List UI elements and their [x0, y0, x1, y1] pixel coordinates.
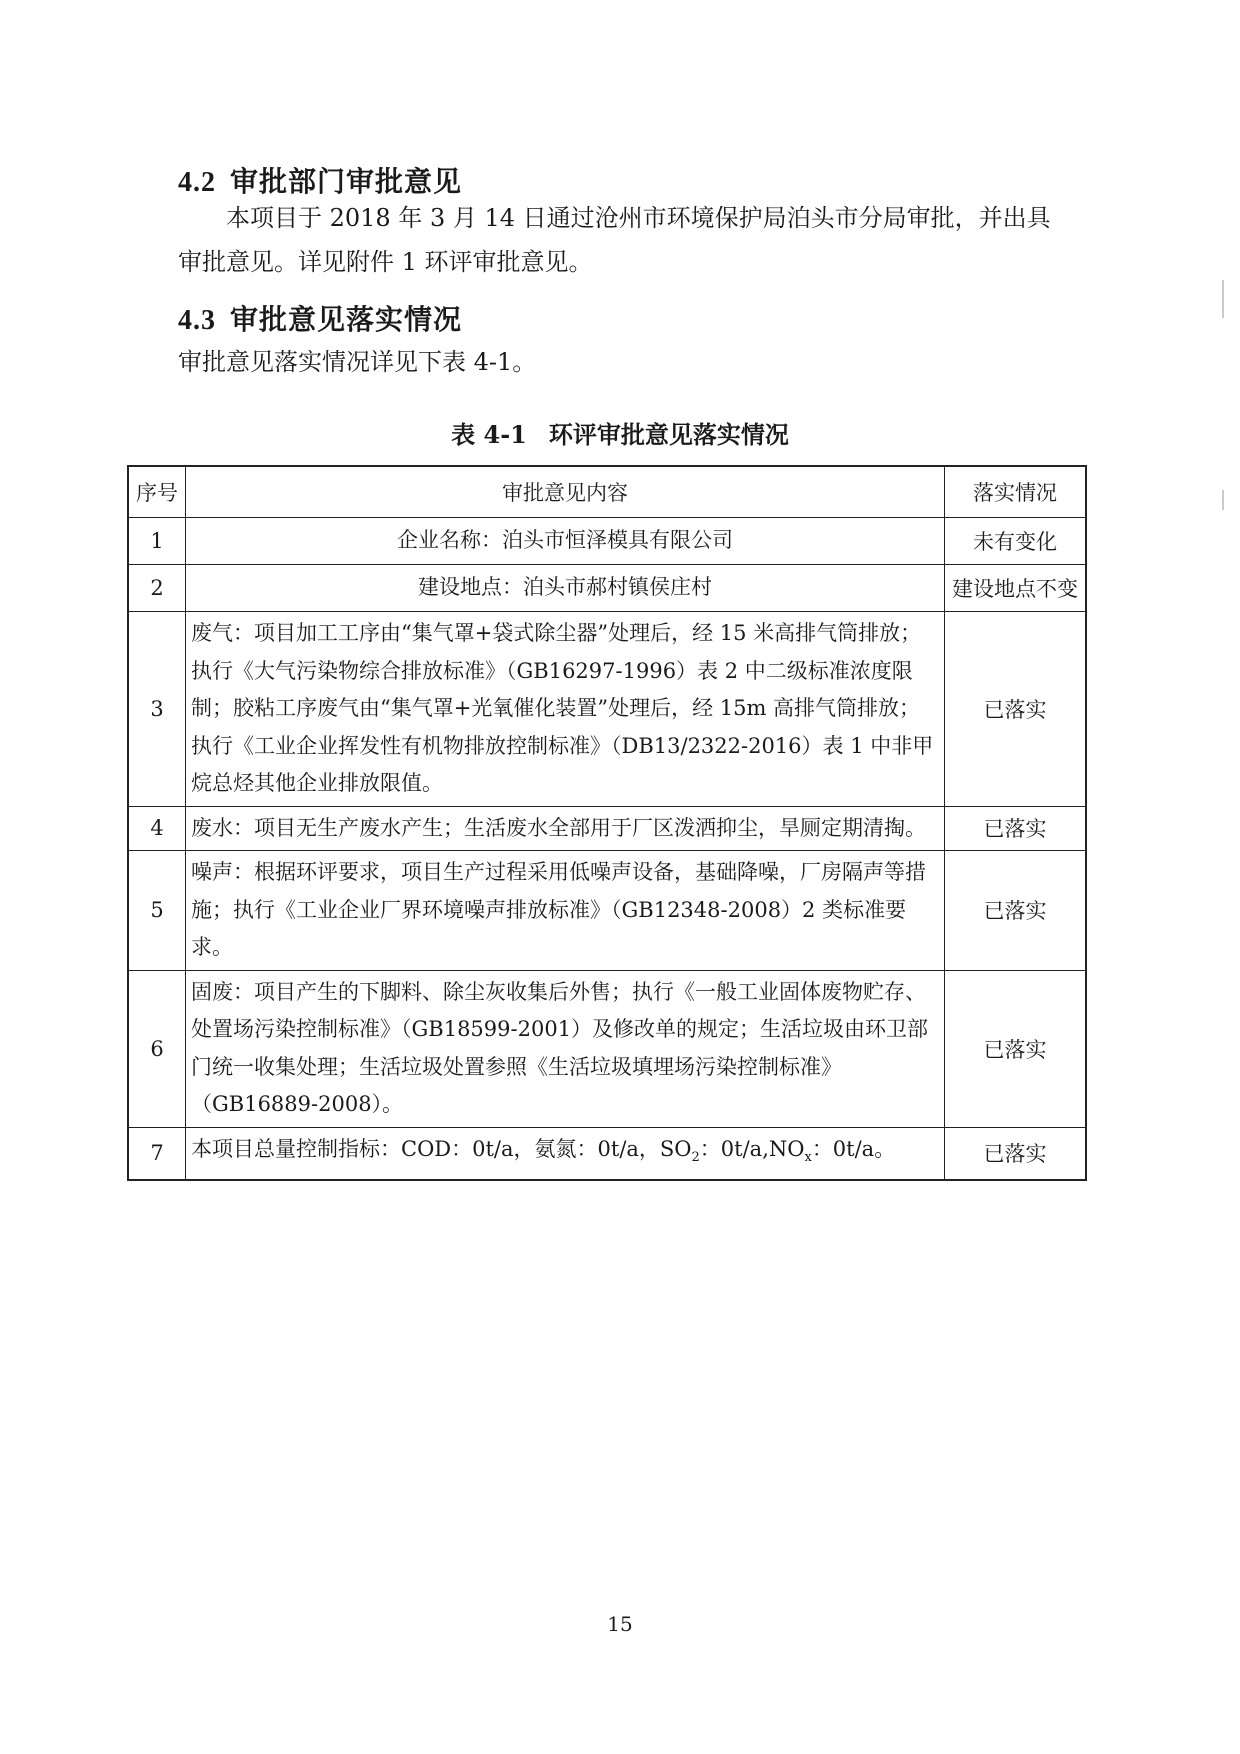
row-status: 未有变化: [945, 518, 1087, 565]
so2-subscript: 2: [691, 1149, 700, 1165]
table-row: [128, 518, 1086, 565]
row-status: 建设地点不变: [945, 565, 1087, 612]
row-opinion: 废水：项目无生产废水产生；生活废水全部用于厂区泼洒抑尘，旱厕定期清掏。: [186, 806, 945, 851]
total-control-text: ：0t/a,NO: [699, 1136, 805, 1161]
table-caption-title: 环评审批意见落实情况: [548, 420, 789, 449]
section-number: 4.2: [178, 167, 216, 198]
table-caption-label: 表 4-1: [451, 420, 527, 449]
table-row: [128, 970, 1086, 1127]
row-opinion: 企业名称：泊头市恒泽模具有限公司: [186, 518, 945, 565]
row-no: 7: [128, 1127, 186, 1180]
nox-subscript: x: [804, 1149, 812, 1165]
row-status: 已落实: [945, 806, 1087, 851]
row-no: 2: [128, 565, 186, 612]
table-row: [128, 806, 1086, 851]
page-number: 15: [607, 1612, 633, 1636]
row-no: 4: [128, 806, 186, 851]
section-4-3-heading: [178, 298, 462, 338]
row-no: 3: [128, 612, 186, 807]
row-status: 已落实: [945, 1127, 1087, 1180]
scan-artifact: [1222, 280, 1224, 318]
table-header-row: [128, 466, 1086, 518]
section-4-2-paragraph: 本项目于 2018 年 3 月 14 日通过沧州市环境保护局泊头市分局审批，并出具审批意见。详见附件 1 环评审批意见。: [178, 204, 1051, 276]
header-opinion: 审批意见内容: [186, 466, 945, 518]
table-row: [128, 612, 1086, 807]
section-title: 审批意见落实情况: [230, 303, 463, 336]
header-no: 序号: [128, 466, 186, 518]
row-status: 已落实: [945, 612, 1087, 807]
table-caption: [0, 415, 1240, 450]
approval-table: [127, 465, 1087, 1181]
table-row: [128, 851, 1086, 971]
row-no: 1: [128, 518, 186, 565]
section-4-2-heading: [178, 160, 462, 200]
table-row: [128, 1127, 1086, 1180]
row-status: 已落实: [945, 970, 1087, 1127]
scan-artifact: [1222, 490, 1224, 510]
row-opinion: [186, 1127, 945, 1180]
row-status: 已落实: [945, 851, 1087, 971]
section-number: 4.3: [178, 305, 216, 336]
total-control-text: ：0t/a。: [811, 1136, 896, 1161]
section-title: 审批部门审批意见: [230, 165, 463, 198]
row-no: 6: [128, 970, 186, 1127]
row-opinion: 固废：项目产生的下脚料、除尘灰收集后外售；执行《一般工业固体废物贮存、处置场污染控制标准》（GB18599-2001）及修改单的规定；生活垃圾由环卫部门统一收集处理；生活垃圾处置参照《生活垃圾填埋场污染控制标准》（GB16889-2008）。: [186, 970, 945, 1127]
row-no: 5: [128, 851, 186, 971]
table-row: [128, 565, 1086, 612]
total-control-text: 本项目总量控制指标：COD：0t/a，氨氮：0t/a，SO: [191, 1136, 692, 1161]
row-opinion: 噪声：根据环评要求，项目生产过程采用低噪声设备，基础降噪，厂房隔声等措施；执行《工业企业厂界环境噪声排放标准》（GB12348-2008）2 类标准要求。: [186, 851, 945, 971]
row-opinion: 废气：项目加工工序由“集气罩+袋式除尘器”处理后，经 15 米高排气筒排放；执行《大气污染物综合排放标准》（GB16297-1996）表 2 中二级标准浓度限制；胶粘工序废气由“集气罩+光氧催化装置”处理后，经 15m 高排气筒排放；执行《工业企业挥发性有机物排放控制标准》（DB13/2322-2016）表 1 中非甲烷总烃其他企业排放限值。: [186, 612, 945, 807]
section-4-3-paragraph: 审批意见落实情况详见下表 4-1。: [178, 348, 537, 376]
header-status: 落实情况: [945, 466, 1087, 518]
row-opinion: 建设地点：泊头市郝村镇侯庄村: [186, 565, 945, 612]
